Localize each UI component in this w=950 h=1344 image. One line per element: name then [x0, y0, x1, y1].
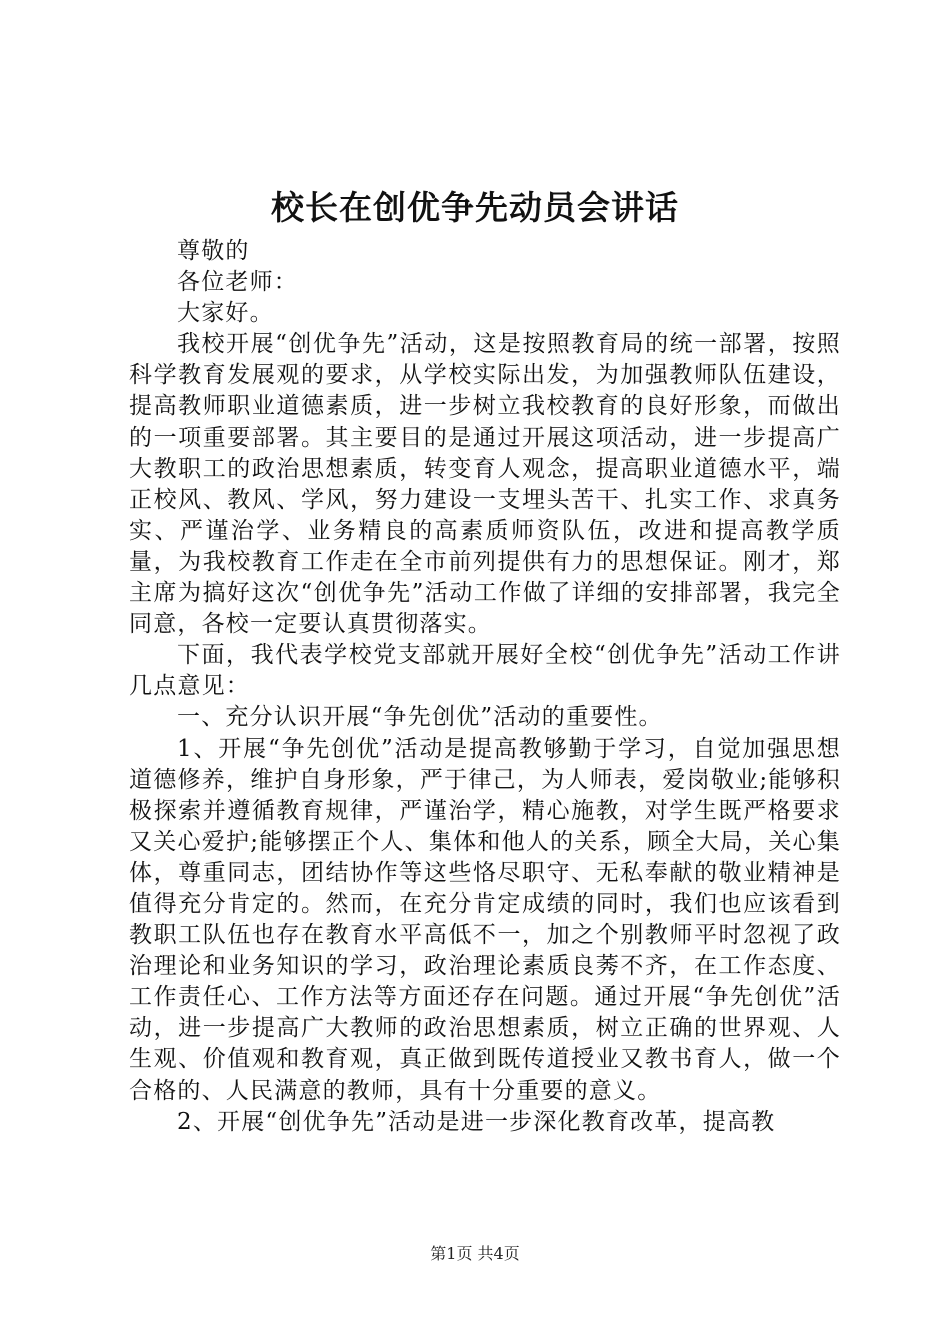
document-title: 校长在创优争先动员会讲话: [271, 188, 679, 227]
paragraph-point-1: 1、开展“争先创优”活动是提高教够勤于学习，自觉加强思想道德修养，维护自身形象，严于律己，为人师表，爱岗敬业;能够积极探索并遵循教育规律，严谨治学，精心施教，对学生既严格要求又关心爱护;能够摆正个人、集体和他人的关系，顾全大局，关心集体，尊重同志，团结协作等这些恪尽职守、无私奉献的敬业精神是值得充分肯定的。然而，在充分肯定成绩的同时，我们也应该看到教职工队伍也存在教育水平高低不一，加之个别教师平时忽视了政治理论和业务知识的学习，政治理论素质良莠不齐，在工作态度、工作责任心、工作方法等方面还存在问题。通过开展“争先创优”活动，进一步提高广大教师的政治思想素质，树立正确的世界观、人生观、价值观和教育观，真正做到既传道授业又教书育人，做一个合格的、人民满意的教师，具有十分重要的意义。: [129, 735, 841, 1104]
document-body: [129, 236, 841, 1138]
paragraph-intro: 我校开展“创优争先”活动，这是按照教育局的统一部署，按照科学教育发展观的要求，从学校实际出发，为加强教师队伍建设，提高教师职业道德素质，进一步树立我校教育的良好形象，而做出的一项重要部署。其主要目的是通过开展这项活动，进一步提高广大教职工的政治思想素质，转变育人观念，提高职业道德水平，端正校风、教风、学风，努力建设一支埋头苦干、扎实工作、求真务实、严谨治学、业务精良的高素质师资队伍，改进和提高教学质量，为我校教育工作走在全市前列提供有力的思想保证。刚才，郑主席为搞好这次“创优争先”活动工作做了详细的安排部署，我完全同意，各校一定要认真贯彻落实。: [129, 331, 841, 638]
paragraph-point-2: 2、开展“创优争先”活动是进一步深化教育改革，提高教: [177, 1108, 776, 1135]
page-number: 第1页 共4页: [430, 1244, 520, 1263]
paragraph-opinions: 下面，我代表学校党支部就开展好全校“创优争先”活动工作讲几点意见：: [129, 642, 841, 700]
section-heading-1: 一、充分认识开展“争先创优”活动的重要性。: [177, 704, 663, 731]
paragraph-greeting: 大家好。: [177, 300, 274, 327]
paragraph-addressee: 各位老师：: [177, 269, 298, 296]
paragraph-salutation: 尊敬的: [177, 238, 250, 264]
